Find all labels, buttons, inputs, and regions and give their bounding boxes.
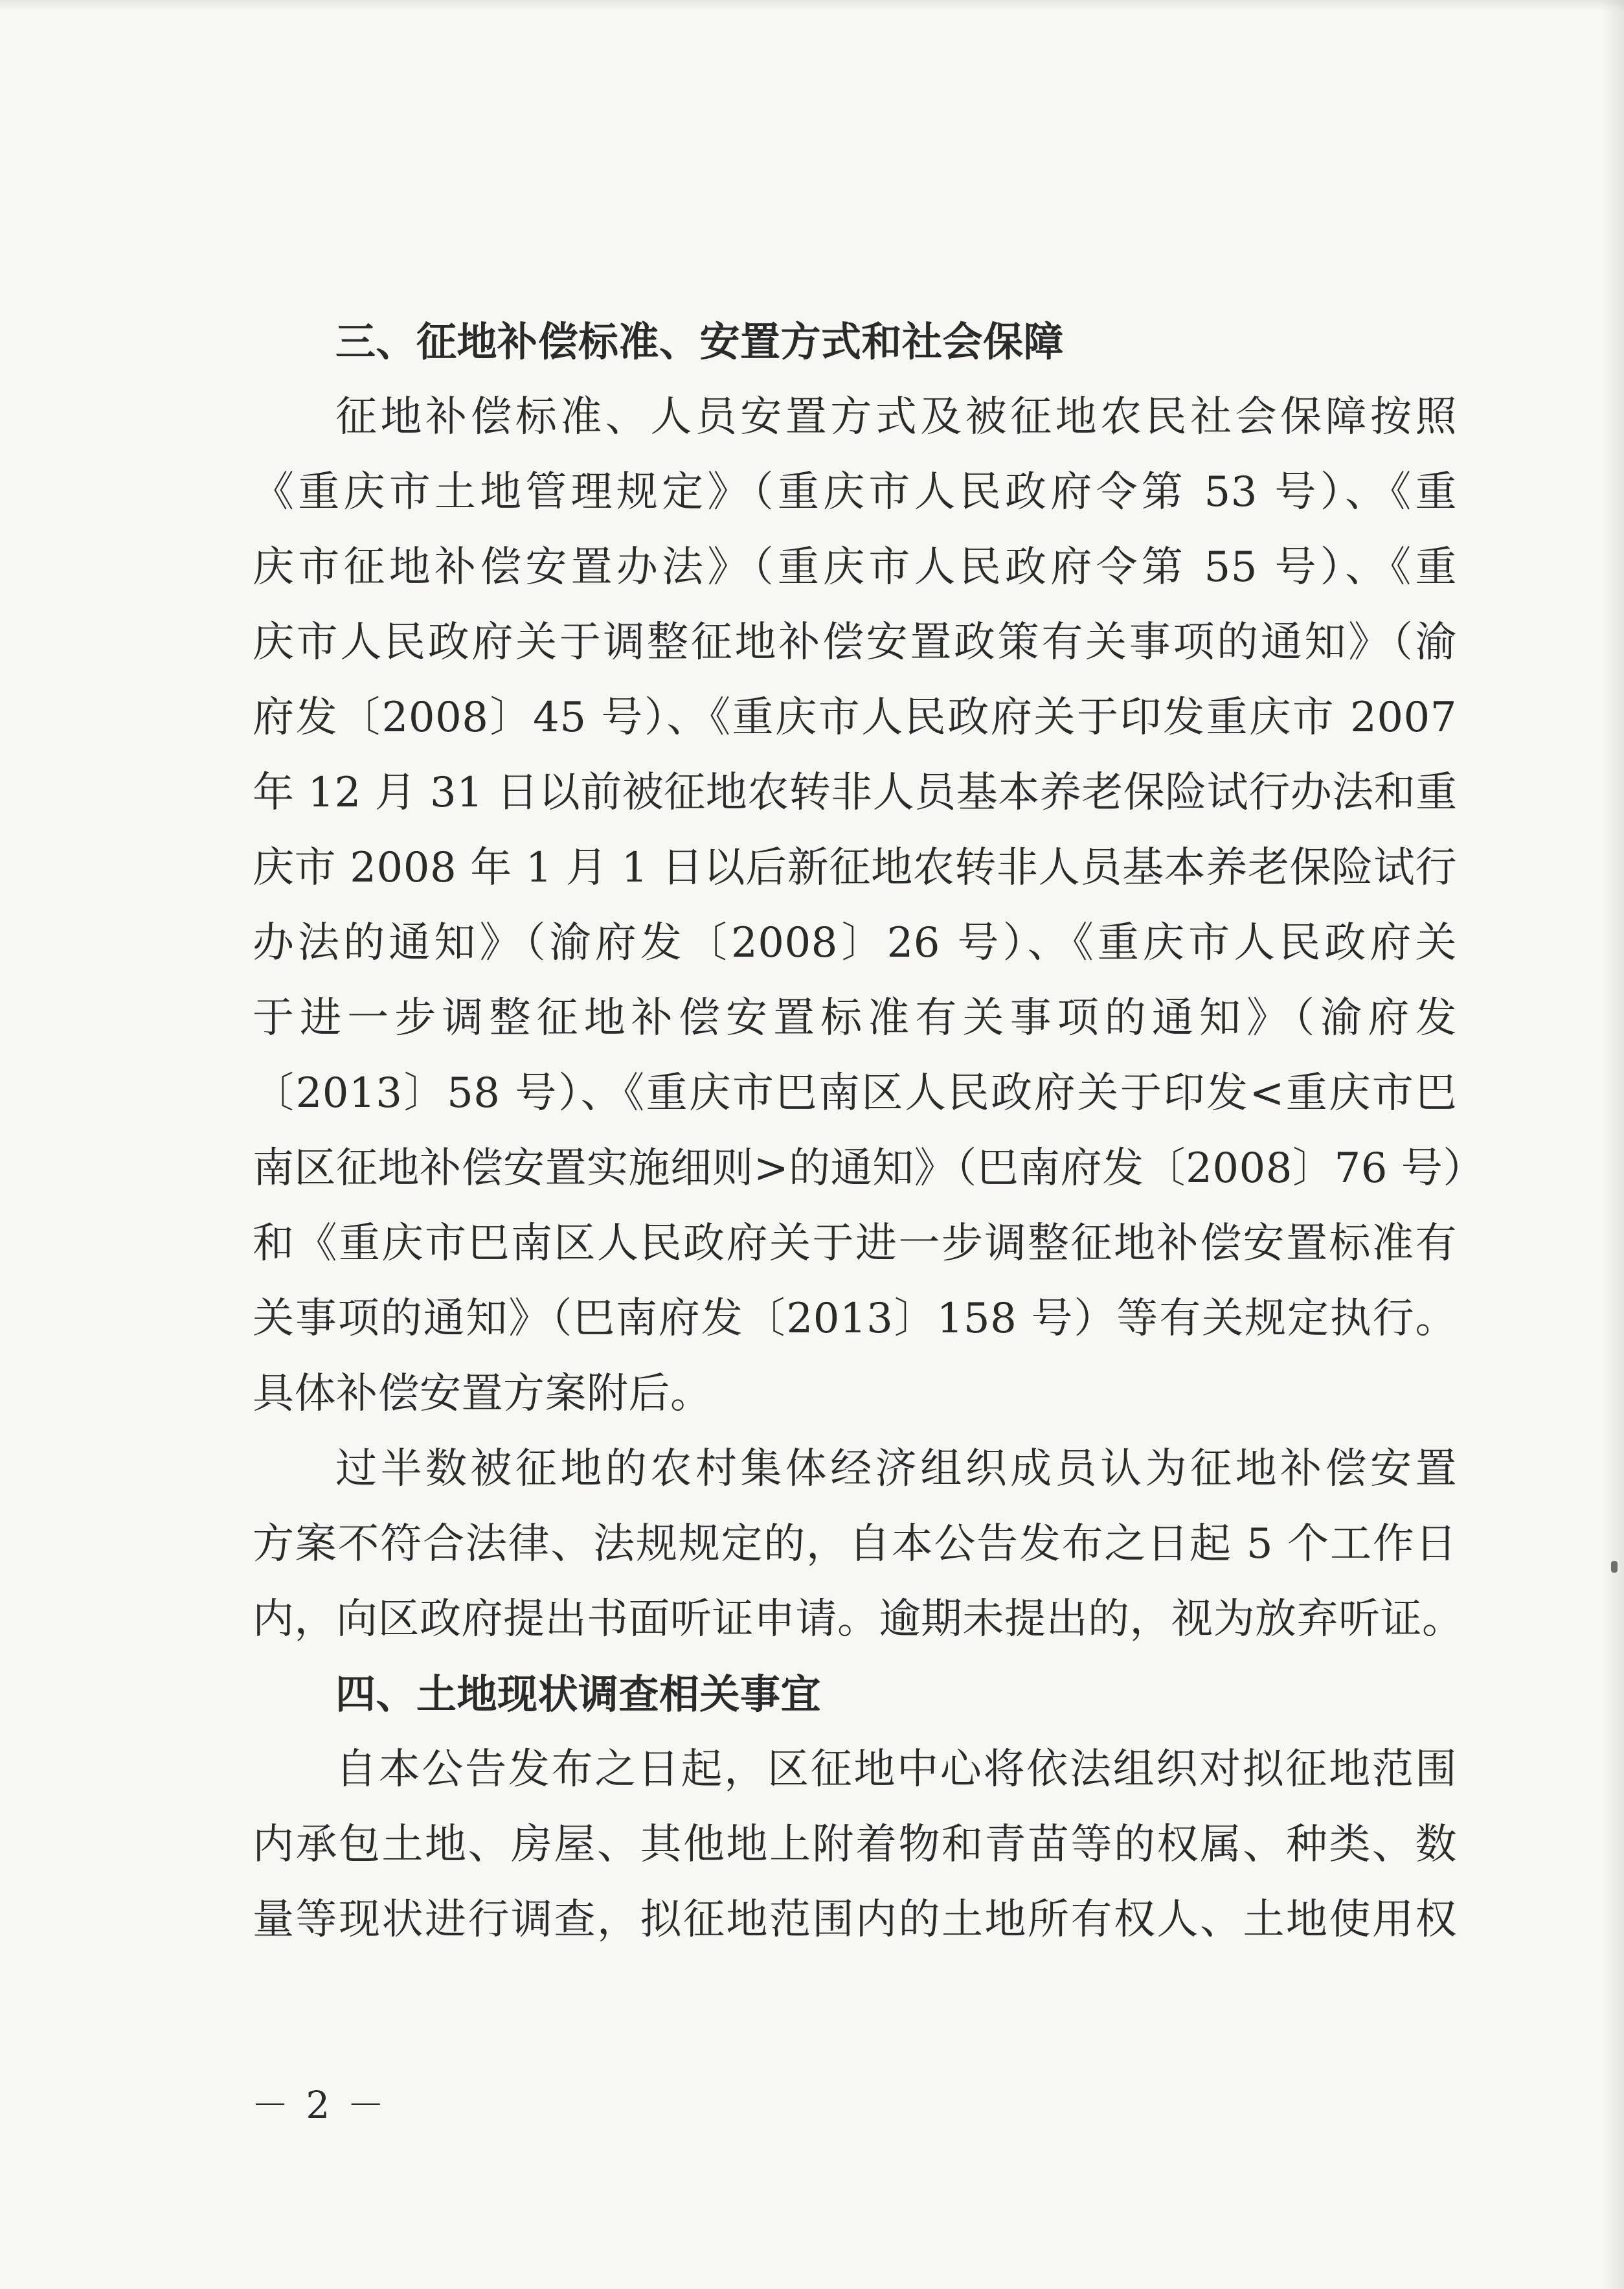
paragraph-line: 关事项的通知》（巴南府发〔2013〕158 号）等有关规定执行。 xyxy=(253,1295,1457,1343)
paragraph-line: 量等现状进行调查，拟征地范围内的土地所有权人、土地使用权 xyxy=(253,1896,1457,1944)
paragraph-line: 具体补偿安置方案附后。 xyxy=(253,1370,712,1418)
paragraph-line: 内，向区政府提出书面听证申请。逾期未提出的，视为放弃听证。 xyxy=(253,1595,1464,1643)
scan-speck xyxy=(1611,1561,1618,1573)
paragraph-line: 方案不符合法律、法规规定的，自本公告发布之日起 5 个工作日 xyxy=(253,1520,1457,1568)
paragraph-line: 自本公告发布之日起，区征地中心将依法组织对拟征地范围 xyxy=(335,1746,1457,1794)
paragraph-line: 过半数被征地的农村集体经济组织成员认为征地补偿安置 xyxy=(335,1445,1457,1493)
section-heading-compensation: 三、征地补偿标准、安置方式和社会保障 xyxy=(335,318,1065,365)
paragraph-line: 庆市征地补偿安置办法》（重庆市人民政府令第 55 号）、《重 xyxy=(253,543,1457,591)
paragraph-line: 征地补偿标准、人员安置方式及被征地农民社会保障按照 xyxy=(335,393,1457,441)
paragraph-line: 〔2013〕58 号）、《重庆市巴南区人民政府关于印发<重庆市巴 xyxy=(253,1069,1457,1117)
paragraph-line: 庆市人民政府关于调整征地补偿安置政策有关事项的通知》（渝 xyxy=(253,619,1457,666)
paragraph-line: 《重庆市土地管理规定》（重庆市人民政府令第 53 号）、《重 xyxy=(253,468,1457,516)
document-body xyxy=(253,304,1485,1957)
paragraph-line: 于进一步调整征地补偿安置标准有关事项的通知》（渝府发 xyxy=(253,994,1457,1042)
paragraph-line: 南区征地补偿安置实施细则>的通知》（巴南府发〔2008〕76 号） xyxy=(253,1144,1485,1192)
paragraph-line: 和《重庆市巴南区人民政府关于进一步调整征地补偿安置标准有 xyxy=(253,1220,1457,1268)
paragraph-line: 内承包土地、房屋、其他地上附着物和青苗等的权属、种类、数 xyxy=(253,1821,1457,1869)
paragraph-line: 府发〔2008〕45 号）、《重庆市人民政府关于印发重庆市 2007 xyxy=(253,694,1457,742)
section-heading-land-survey: 四、土地现状调查相关事宜 xyxy=(335,1670,822,1718)
paragraph-line: 年 12 月 31 日以前被征地农转非人员基本养老保险试行办法和重 xyxy=(253,769,1458,817)
scan-edge-right xyxy=(1602,0,1624,2289)
page-number: － 2 － xyxy=(251,2083,387,2127)
paragraph-line: 办法的通知》（渝府发〔2008〕26 号）、《重庆市人民政府关 xyxy=(253,919,1457,967)
scan-edge-top xyxy=(0,0,1624,12)
paragraph-line: 庆市 2008 年 1 月 1 日以后新征地农转非人员基本养老保险试行 xyxy=(253,844,1457,892)
